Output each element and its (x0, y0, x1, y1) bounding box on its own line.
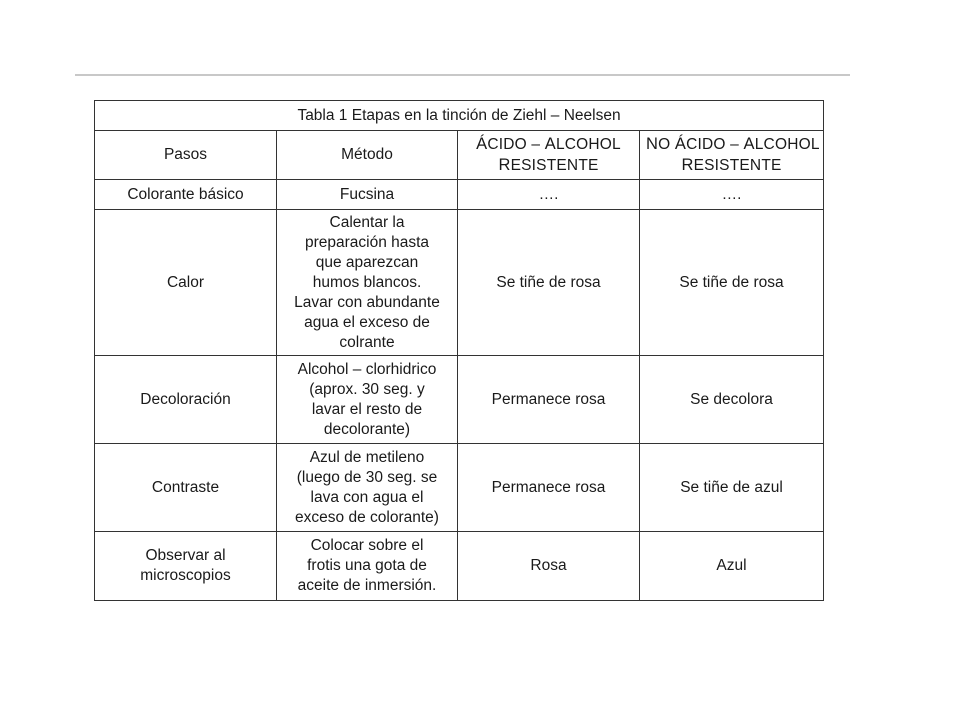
header-capital-letter: R (498, 156, 511, 174)
table-header-row (95, 131, 824, 180)
cell-line: Lavar con abundante (294, 293, 440, 311)
cell-line: agua el exceso de (304, 313, 430, 331)
cell-line: lava con agua el (310, 488, 424, 506)
cell-line: (luego de 30 seg. se (296, 468, 438, 486)
cell-line: Observar al (145, 547, 226, 564)
cell-no-acido (640, 532, 824, 601)
header-text-part: CIDO (686, 136, 726, 153)
header-no-acido-line2 (646, 155, 817, 176)
header-no-acido-alcohol-resistente (640, 131, 824, 180)
cell-line: Permanece rosa (491, 478, 606, 496)
cell-line: Azul de metileno (309, 448, 425, 466)
header-text-part: CIDO (487, 136, 527, 153)
cell-paso (95, 210, 277, 356)
cell-metodo (277, 356, 458, 444)
cell-line: Se tiñe de azul (680, 478, 783, 496)
cell-line: que aparezcan (315, 253, 419, 271)
cell-line: Calor (166, 273, 205, 291)
header-acido-line1 (464, 134, 633, 155)
cell-metodo (277, 532, 458, 601)
table-row (95, 444, 824, 532)
cell-acido (458, 356, 640, 444)
header-capital-letter: Á (674, 135, 687, 153)
cell-line: lavar el resto de (311, 400, 423, 418)
header-capital-letter: A (544, 135, 556, 153)
header-text-part: – (526, 136, 545, 153)
table-caption-row (95, 101, 824, 131)
header-capital-letter: A (743, 135, 755, 153)
top-divider-line (75, 74, 850, 76)
cell-line: humos blancos. (312, 273, 422, 291)
header-acido-alcohol-resistente (458, 131, 640, 180)
cell-line: Azul (716, 557, 747, 574)
header-acido-line2 (464, 155, 633, 176)
cell-paso (95, 356, 277, 444)
cell-line: (aprox. 30 seg. y (309, 380, 425, 398)
cell-line: frotis una gota de (307, 557, 427, 574)
cell-line: …. (538, 185, 559, 203)
header-text-part: LCOHOL (555, 136, 621, 153)
cell-line: Se decolora (690, 390, 773, 408)
header-pasos: Pasos (95, 131, 277, 180)
cell-acido (458, 444, 640, 532)
header-capital-letter: R (681, 156, 694, 174)
header-text-part: – (725, 136, 744, 153)
cell-no-acido (640, 210, 824, 356)
cell-no-acido (640, 444, 824, 532)
header-text-part: ESISTENTE (510, 157, 599, 174)
cell-line: Se tiñe de rosa (679, 273, 784, 291)
cell-acido (458, 210, 640, 356)
table-row (95, 532, 824, 601)
header-no-acido-line1 (646, 134, 820, 155)
cell-paso (95, 180, 277, 210)
cell-line: microscopios (140, 567, 231, 584)
table-caption: Tabla 1 Etapas en la tinción de Ziehl – Neelsen (95, 101, 824, 131)
cell-metodo (277, 210, 458, 356)
header-text-part: ESISTENTE (693, 157, 782, 174)
cell-line: exceso de colorante) (295, 508, 439, 526)
cell-line: Se tiñe de rosa (496, 273, 601, 291)
header-capital-letter: N (646, 135, 659, 153)
cell-line: …. (721, 185, 742, 203)
cell-line: Alcohol – clorhidrico (297, 360, 437, 378)
cell-line: preparación hasta (304, 233, 430, 251)
cell-metodo (277, 180, 458, 210)
cell-line: aceite de inmersión. (297, 577, 437, 594)
cell-paso (95, 532, 277, 601)
cell-line: Colorante básico (127, 185, 244, 203)
cell-line: Calentar la (329, 213, 405, 231)
cell-acido (458, 180, 640, 210)
header-text-part: O (658, 136, 675, 153)
table-row (95, 210, 824, 356)
cell-paso (95, 444, 277, 532)
cell-line: Fucsina (339, 185, 395, 203)
header-metodo: Método (277, 131, 458, 180)
cell-no-acido (640, 180, 824, 210)
cell-line: Permanece rosa (491, 390, 606, 408)
cell-line: decolorante) (323, 420, 411, 438)
cell-line: Rosa (530, 557, 567, 574)
cell-no-acido (640, 356, 824, 444)
table-row (95, 180, 824, 210)
cell-line: Decoloración (140, 390, 231, 408)
table-row (95, 356, 824, 444)
cell-line: colrante (339, 333, 395, 351)
header-capital-letter: Á (476, 135, 488, 153)
header-text-part: LCOHOL (754, 136, 820, 153)
cell-line: Contraste (151, 478, 220, 496)
cell-acido (458, 532, 640, 601)
ziehl-neelsen-table (94, 100, 824, 601)
cell-line: Colocar sobre el (310, 537, 424, 554)
cell-metodo (277, 444, 458, 532)
